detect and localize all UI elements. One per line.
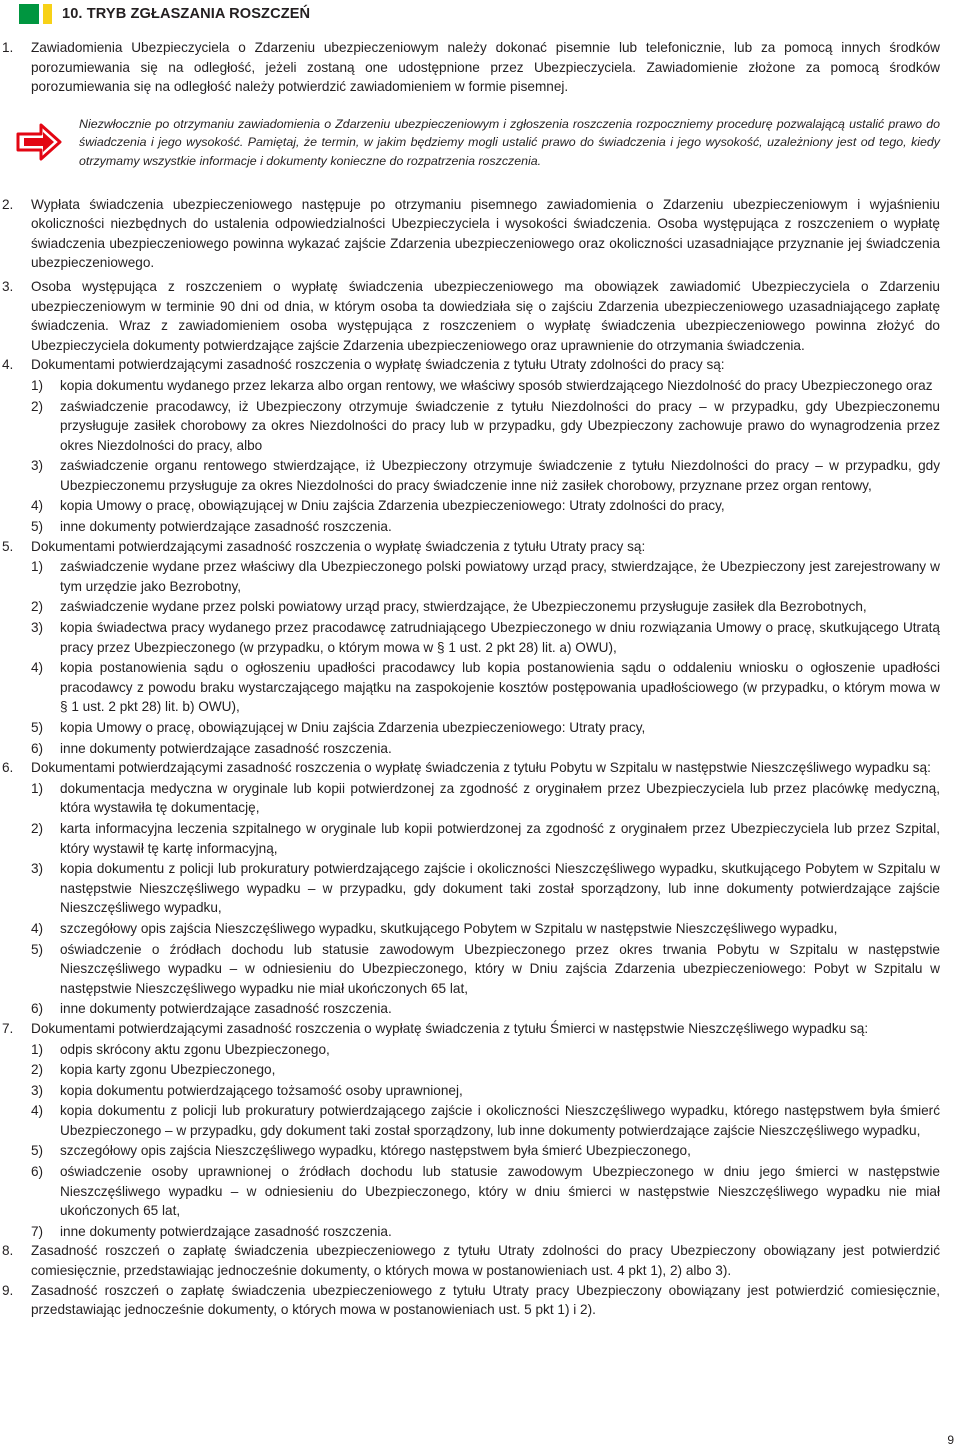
list-item: 4) kopia Umowy o pracę, obowiązującej w Dniu zajścia Zdarzenia ubezpieczeniowego: Utraty zdolności do pracy, [31, 498, 725, 514]
list-item: 4) kopia postanowienia sądu o ogłoszeniu upadłości pracodawcy lub kopia postanowienia sądu o oddaleniu wniosku o ogłoszenie upadłości pracodawcy z powodu braku wystarczającego majątku na zaspokojenie kosztów postępowania upadłościowego (w przypadku, o którym mowa w § 1 ust. 2 pkt 28) lit. b) OWU), [31, 660, 940, 715]
paragraph-6: 6. Dokumentami potwierdzającymi zasadność roszczenia o wypłatę świadczenia z tytułu Pobytu w Szpitalu w następstwie Nieszczęśliwego wypadku są: [2, 760, 931, 776]
list-item: 6) oświadczenie osoby uprawnionej o źródłach dochodu lub statusie zawodowym Ubezpieczonego w dniu jego śmierci w następstwie Nieszczęśliwego wypadku – w odniesieniu do Ubezpieczonego, który w dniu śmierci w następstwie Nieszczęśliwego wypadku nie miał ukończonych 65 lat, [31, 1164, 940, 1219]
list-item: 3) zaświadczenie organu rentowego stwierdzające, iż Ubezpieczony otrzymuje świadczenie z tytułu Niezdolności do pracy – w przypadku, gdy Ubezpieczonemu przysługuje za okres Niezdolności do pracy świadczenie inne niż zasiłek chorobowy, przyznane przez organ rentowy, [31, 458, 940, 493]
paragraph-9: 9. Zasadność roszczeń o zapłatę świadczenia ubezpieczeniowego z tytułu Utraty pracy Ubezpieczony obowiązany jest potwierdzić comiesięcznie, przedstawiając jednocześnie dokumenty, o których mowa w postanowieniach ust. 5 pkt 1) i 2). [2, 1282, 940, 1318]
list-item: 2) karta informacyjna leczenia szpitalnego w oryginale lub kopii potwierdzonej za zgodność z oryginałem przez Ubezpieczyciela lub przez Szpital, który wystawił tę kartę informacyjną, [31, 820, 940, 856]
paragraph-3: 3. Osoba występująca z roszczeniem o wypłatę świadczenia ubezpieczeniowego ma obowiązek zawiadomić Ubezpieczyciela o Zdarzeniu ubezpieczeniowym w terminie 90 dni od dnia, w którym osoba ta dowiedziała się o zajściu Zdarzenia ubezpieczeniowego uzasadniającego zapłatę świadczenia. Wraz z zawiadomieniem osoba występująca z roszczeniem o wypłatę świadczenia ubezpieczeniowego powinna złożyć do Ubezpieczyciela dokumenty potwierdzające zajście Zdarzenia ubezpieczeniowego oraz uprawnienie do otrzymania świadczenia. [2, 278, 940, 353]
list-item: 6) inne dokumenty potwierdzające zasadność roszczenia. [31, 1001, 392, 1017]
paragraph-4: 4. Dokumentami potwierdzającymi zasadność roszczenia o wypłatę świadczenia z tytułu Utraty zdolności do pracy są: [2, 357, 725, 373]
list-item: 5) kopia Umowy o pracę, obowiązującej w Dniu zajścia Zdarzenia ubezpieczeniowego: Utraty pracy, [31, 720, 646, 735]
list-item: 3) kopia świadectwa pracy wydanego przez pracodawcę zatrudniającego Ubezpieczonego w dniu rozwiązania Umowy o pracę, skutkującego Utratą pracy przez Ubezpieczonego (w przypadku, o którym mowa w § 1 ust. 2 pkt 28) lit. a) OWU), [31, 620, 940, 655]
arrow-right-icon [15, 121, 63, 163]
list-item: 4) kopia dokumentu z policji lub prokuratury potwierdzającego zajście i okoliczności Nieszczęśliwego wypadku, którego następstwem była śmierć Ubezpieczonego – w przypadku, gdy dokument taki został sporządzony, lub inne dokumenty potwierdzające zajście Nieszczęśliwego wypadku, [31, 1103, 940, 1138]
list-item: 3) kopia dokumentu potwierdzającego tożsamość osoby uprawnionej, [31, 1082, 463, 1098]
list-item: 3) kopia dokumentu z policji lub prokuratury potwierdzającego zajście i okoliczności Nieszczęśliwego wypadku, skutkującego Pobytem w Szpitalu w następstwie Nieszczęśliwego wypadku – w przypadku, gdy dokument taki został sporządzony, lub inne dokumenty potwierdzające zajście Nieszczęśliwego wypadku, [31, 861, 940, 916]
info-note [0, 115, 940, 171]
list-item: 1) zaświadczenie wydane przez właściwy dla Ubezpieczonego polski powiatowy urząd pracy, stwierdzające, że Ubezpieczony jest zarejestrowany w tym urzędzie jako Bezrobotny, [31, 559, 940, 594]
list-item: 4) szczegółowy opis zajścia Nieszczęśliwego wypadku, skutkującego Pobytem w Szpitalu w następstwie Nieszczęśliwego wypadku, [31, 920, 838, 936]
list-item: 2) zaświadczenie pracodawcy, iż Ubezpieczony otrzymuje świadczenie z tytułu Niezdolności do pracy – w przypadku, gdy Ubezpieczonemu przysługuje zasiłek chorobowy za okres Niezdolności do pracy lub w przypadku, gdy Ubezpieczony zachowuje prawo do wynagrodzenia przez okres Niezdolności do pracy, albo [31, 398, 940, 453]
list-item: 5) inne dokumenty potwierdzające zasadność roszczenia. [31, 519, 392, 535]
list-item: 7) inne dokumenty potwierdzające zasadność roszczenia. [31, 1223, 392, 1239]
paragraph-7: 7. Dokumentami potwierdzającymi zasadność roszczenia o wypłatę świadczenia z tytułu Śmierci w następstwie Nieszczęśliwego wypadku są: [2, 1020, 869, 1036]
paragraph-8: 8. Zasadność roszczeń o zapłatę świadczenia ubezpieczeniowego z tytułu Utraty zdolności do pracy Ubezpieczony obowiązany jest potwierdzić comiesięcznie, przedstawiając jednocześnie dokumenty, o których mowa w postanowieniach ust. 4 pkt 1), 2) albo 3). [2, 1243, 940, 1279]
list-item: 5) szczegółowy opis zajścia Nieszczęśliwego wypadku, którego następstwem była śmierć Ubezpieczonego, [31, 1143, 691, 1159]
list-item: 2) zaświadczenie wydane przez polski powiatowy urząd pracy, stwierdzające, że Ubezpieczonemu przysługuje zasiłek dla Bezrobotnych, [31, 599, 867, 615]
note-text: Niezwłocznie po otrzymaniu zawiadomienia o Zdarzeniu ubezpieczeniowym i zgłoszenia roszczenia rozpoczniemy procedurę pozwalającą ustalić prawo do świadczenia i jego wysokość. Pamiętaj, że termin, w jakim będziemy mogli ustalić prawo do świadczenia i jego wysokość, uzależniony jest od tego, kiedy otrzymamy wszystkie informacje i dokumenty konieczne do rozpatrzenia roszczenia. [79, 116, 940, 168]
paragraph-2: 2. Wypłata świadczenia ubezpieczeniowego następuje po otrzymaniu pisemnego zawiadomienia o Zdarzeniu ubezpieczeniowym i wyjaśnieniu okoliczności niezbędnych do ustalenia odpowiedzialności Ubezpieczyciela i wysokości świadczenia. Osoba występująca z roszczeniem o wypłatę świadczenia ubezpieczeniowego powinna wykazać zajście Zdarzenia ubezpieczeniowego oraz okoliczności uzasadniające przyznanie jej świadczenia ubezpieczeniowego. [2, 196, 940, 271]
yellow-square-marker [43, 4, 52, 24]
list-item: 1) odpis skrócony aktu zgonu Ubezpieczonego, [31, 1041, 330, 1057]
page-number: 9 [947, 1433, 954, 1447]
list-item: 1) dokumentacja medyczna w oryginale lub kopii potwierdzonej za zgodność z oryginałem przez Ubezpieczyciela lub przez placówkę medyczną, która wystawiła tę dokumentację, [31, 780, 940, 816]
list-item: 5) oświadczenie o źródłach dochodu lub statusie zawodowym Ubezpieczonego przez okres trwania Pobytu w Szpitalu w następstwie Nieszczęśliwego wypadku – w odniesieniu do Ubezpieczonego, który w Dniu zajścia Zdarzenia ubezpieczeniowego: Pobyt w Szpitalu w następstwie Nieszczęśliwego wypadku nie miał ukończonych 65 lat, [31, 941, 940, 996]
document-body [0, 38, 960, 1320]
paragraph-5: 5. Dokumentami potwierdzającymi zasadność roszczenia o wypłatę świadczenia z tytułu Utraty pracy są: [2, 538, 646, 554]
paragraph-1: 1. Zawiadomienia Ubezpieczyciela o Zdarzeniu ubezpieczeniowym należy dokonać pisemnie lub telefonicznie, lub za pomocą innych środków porozumiewania się na odległość, jeżeli zostaną one udostępnione przez Ubezpieczyciela. Zawiadomienie złożone za pomocą środków porozumiewania się na odległość należy potwierdzić zawiadomieniem w formie pisemnej. [2, 40, 940, 95]
list-item: 1) kopia dokumentu wydanego przez lekarza albo organ rentowy, we właściwy sposób stwierdzającego Niezdolność do pracy Ubezpieczonego oraz [31, 377, 933, 393]
section-header [19, 2, 310, 26]
list-item: 6) inne dokumenty potwierdzające zasadność roszczenia. [31, 740, 392, 756]
section-title: 10. TRYB ZGŁASZANIA ROSZCZEŃ [62, 6, 311, 22]
green-square-marker [19, 4, 39, 24]
list-item: 2) kopia karty zgonu Ubezpieczonego, [31, 1062, 276, 1078]
